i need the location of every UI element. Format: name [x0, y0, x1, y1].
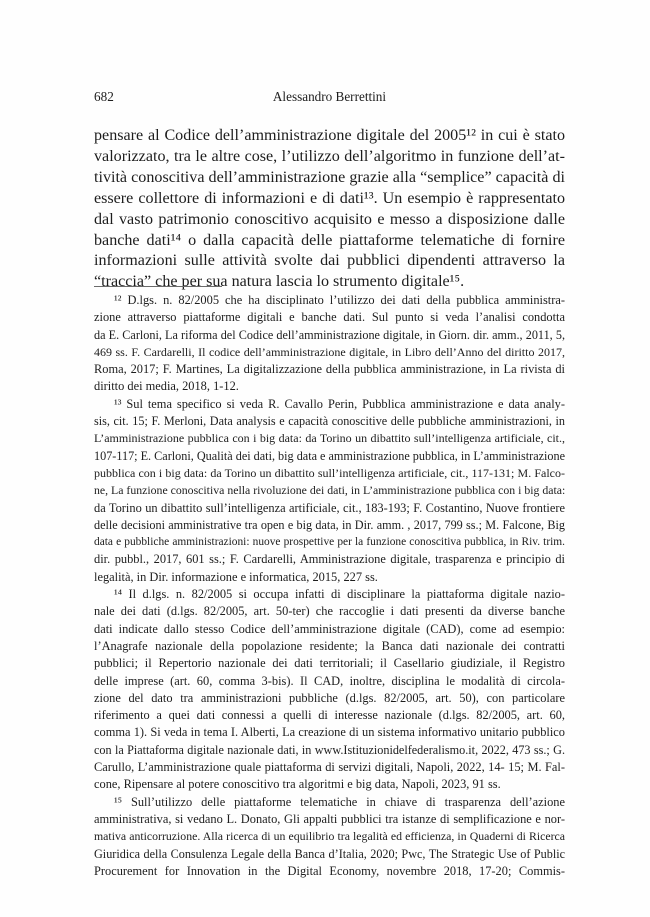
footnote-line: Carullo, L’amministrazione quale piattaforma di servizi digitali, Napoli, 2022, 14- 15; M. Fal- [94, 760, 565, 775]
body-paragraph [94, 126, 565, 293]
body-line: dal vasto patrimonio conoscitivo acquisito e messo a disposizione dalle [94, 210, 565, 228]
body-line: valorizzato, tra le altre cose, l’utilizzo dell’algoritmo in funzione dell’at- [94, 147, 565, 165]
footnote-line: riferimento a quei dati connessi a quelli di interesse nazionale (d.lgs. 82/2005, art. 60, [94, 708, 565, 723]
body-line: pensare al Codice dell’amministrazione digitale del 2005¹² in cui è stato [94, 127, 565, 144]
footnote-line: delle decisioni amministrative tra open e big data, in Dir. amm. , 2017, 799 ss.; M. Falcone, Big [94, 517, 565, 532]
running-head-author: Alessandro Berrettini [272, 89, 387, 104]
footnote-line: da Torino un dibattito sull’intelligenza artificiale, cit., 183-193; F. Costantino, Nuove frontiere [94, 500, 565, 515]
footnote-line: pubblici; il Repertorio nazionale dei dati territoriali; il Casellario giudiziale, il Registro [94, 656, 565, 671]
footnote-line: Roma, 2017; F. Martines, La digitalizzazione della pubblica amministrazione, in La rivista di [94, 362, 565, 377]
footnote-line: nale dei dati (d.lgs. 82/2005, art. 50-ter) che raccoglie i dati presenti da diverse banche [94, 604, 565, 619]
footnote-line: cone, Ripensare al potere conoscitivo tra algoritmi e big data, Napoli, 2023, 91 ss. [94, 777, 501, 792]
footnote-line: comma 1). Si veda in tema I. Alberti, La creazione di un sistema informativo unitario pubblico [94, 725, 565, 740]
body-line: “traccia” che per sua natura lascia lo strumento digitale¹⁵. [94, 273, 465, 291]
footnote-line: zione del dato tra amministrazioni pubbliche (d.lgs. 82/2005, art. 50), con particolare [94, 690, 565, 705]
footnote-14 [94, 586, 565, 794]
footnote-12 [94, 292, 565, 396]
body-line: tività conoscitiva dell’amministrazione grazie alla “semplice” capacità di [94, 168, 565, 186]
footnote-13 [94, 396, 565, 586]
footnote-line: sis, cit. 15; F. Merloni, Data analysis e capacità conoscitive delle pubbliche amministrazioni, in [94, 414, 565, 429]
body-line: banche dati¹⁴ o dalla capacità delle piattaforme telematiche di fornire [94, 231, 565, 249]
footnote-line: ne, La funzione conoscitiva nella rivoluzione dei dati, in L’amministrazione pubblica con i big data: [94, 483, 566, 498]
footnote-line: data e pubbliche amministrazioni: nuove prospettive per la funzione conoscitiva pubblica, in Riv. trim. [94, 536, 565, 549]
footnotes [94, 292, 565, 880]
footnote-line: con la Piattaforma digitale nazionale dati, in www.Istituzionidelfederalismo.it, 2022, 473 ss.; G. [94, 742, 565, 757]
footnote-line: da E. Carloni, La riforma del Codice dell’amministrazione digitale, in Giorn. dir. amm., 2011, 5, [94, 327, 565, 342]
body-line: informazioni sulle attività svolte dai pubblici dipendenti attraverso la [94, 252, 565, 270]
footnote-line: zione attraverso piattaforme digitali e banche dati. Sul punto si veda l’analisi condotta [94, 310, 565, 325]
footnote-line: l’Anagrafe nazionale della popolazione residente; la Banca dati nazionale dei contratti [94, 638, 565, 653]
footnote-line: ¹⁴ Il d.lgs. n. 82/2005 si occupa infatti di disciplinare la piattaforma digitale nazio- [114, 587, 565, 602]
footnote-line: amministrativa, si vedano L. Donato, Gli appalti pubblici tra istanze di semplificazione e nor- [94, 811, 565, 826]
footnote-line: mativa anticorruzione. Alla ricerca di un equilibrio tra legalità ed efficienza, in Quaderni di Ricerca [94, 829, 565, 844]
footnote-line: legalità, in Dir. informazione e informatica, 2015, 227 ss. [94, 569, 378, 584]
footnote-line: pubblica con i big data: da Torino un dibattito sull’intelligenza artificiale, cit., 117-131; M. Falco- [94, 465, 565, 480]
footnote-line: 107-117; E. Carloni, Qualità dei dati, big data e amministrazione pubblica, in L’amministrazione [94, 448, 565, 463]
footnote-line: ¹² D.lgs. n. 82/2005 che ha disciplinato l’utilizzo dei dati della pubblica amministra- [114, 293, 565, 307]
footnote-line: Giuridica della Consulenza Legale della Banca d’Italia, 2020; Pwc, The Strategic Use of Public [94, 846, 565, 861]
body-line: essere collettore di informazioni e di dati¹³. Un esempio è rappresentato [94, 189, 565, 207]
footnote-separator [94, 286, 222, 287]
footnote-15 [94, 794, 565, 880]
footnote-line: diritto dei media, 2018, 1-12. [94, 379, 239, 394]
footnote-line: 469 ss. F. Cardarelli, Il codice dell’amministrazione digitale, in Libro dell’Anno del diritto 2017, [94, 344, 565, 359]
page-number: 682 [94, 89, 114, 104]
footnote-line: Procurement for Innovation in the Digital Economy, novembre 2018, 17-20; Commis- [94, 863, 565, 878]
footnote-line: ¹⁵ Sull’utilizzo delle piattaforme telematiche in chiave di trasparenza dell’azione [114, 794, 565, 809]
footnote-line: delle imprese (art. 60, comma 3-bis). Il CAD, inoltre, disciplina le modalità di circola- [94, 673, 565, 688]
footnote-line: ¹³ Sul tema specifico si veda R. Cavallo Perin, Pubblica amministrazione e data analy- [114, 396, 565, 411]
footnote-line: dir. pubbl., 2017, 601 ss.; F. Cardarelli, Amministrazione digitale, trasparenza e principio di [94, 552, 565, 567]
footnote-line: L’amministrazione pubblica con i big data: da Torino un dibattito sull’intelligenza artificiale, cit., [94, 431, 565, 446]
footnote-line: dati indicate dallo stesso Codice dell’amministrazione digitale (CAD), come ad esempio: [94, 621, 565, 636]
running-head [94, 88, 565, 106]
